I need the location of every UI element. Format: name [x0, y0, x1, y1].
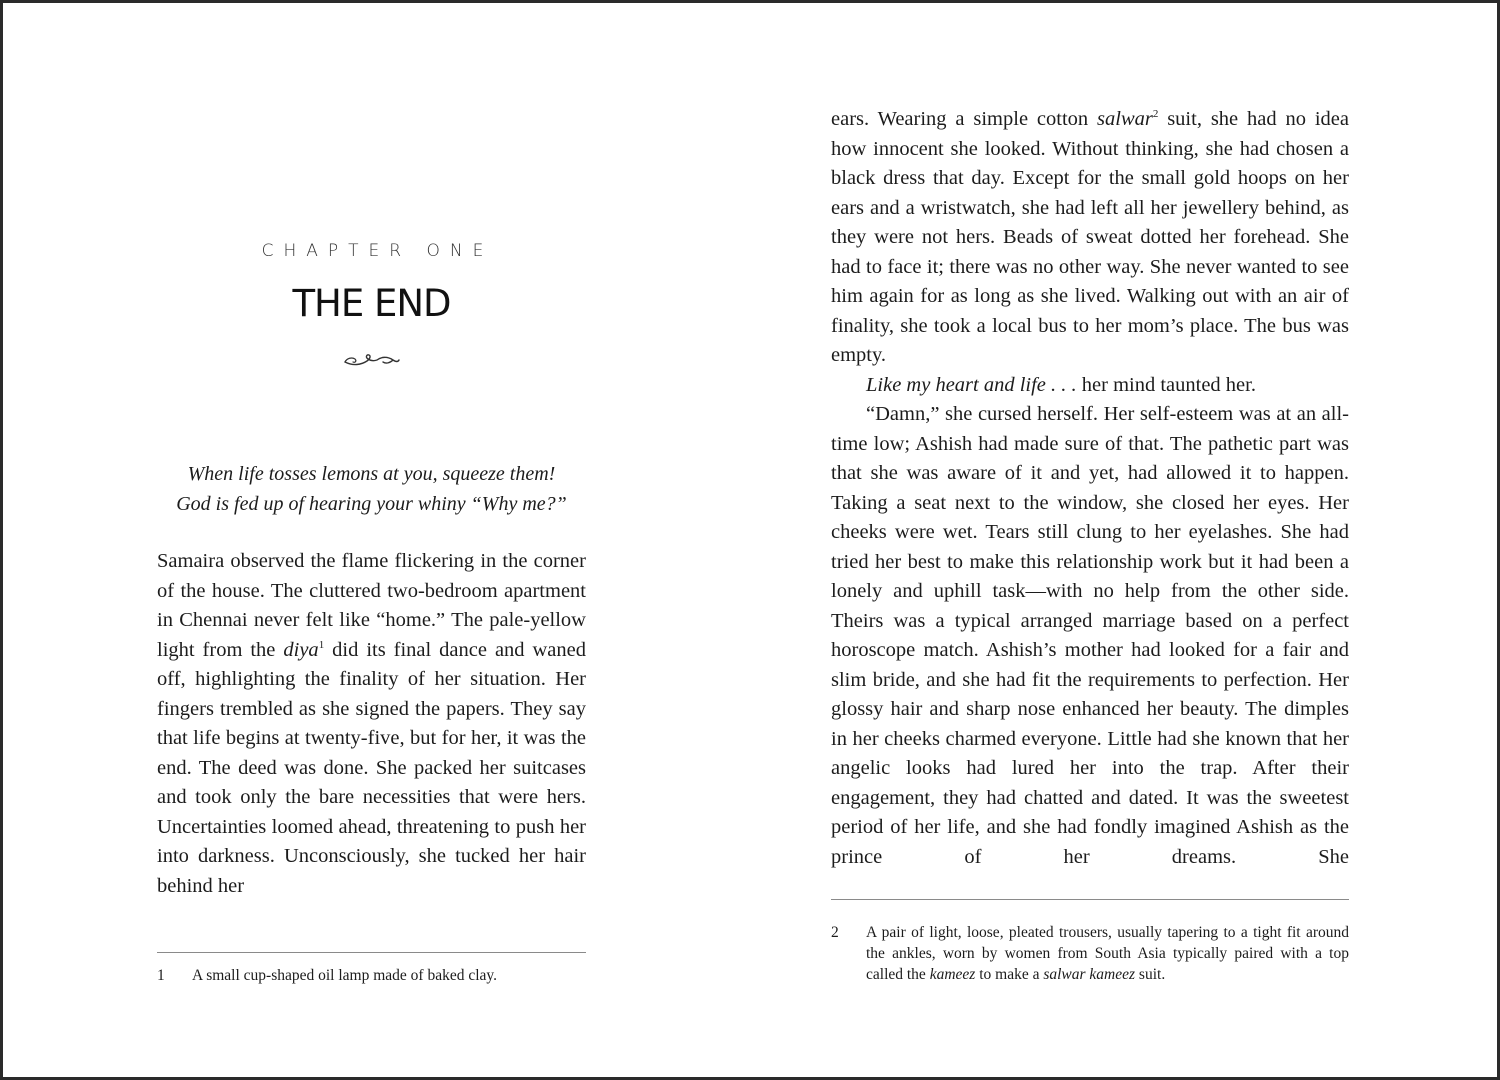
footnote-text: A small cup-shaped oil lamp made of baked clay.	[192, 967, 498, 984]
flourish-ornament-icon	[343, 351, 401, 369]
epigraph-line-2: God is fed up of hearing your whiny “Why me?”	[176, 493, 567, 515]
footnote-rule	[831, 899, 1349, 900]
footnote-1	[157, 965, 586, 986]
italic-thought: Like my heart and life . . .	[866, 373, 1077, 396]
footnote-number: 1	[157, 967, 165, 984]
left-body-text	[157, 547, 586, 901]
paragraph-3: “Damn,” she cursed herself. Her self-esteem was at an all-time low; Ashish had made sure of that. The pathetic part was that she was aware of it and yet, had allowed it to happen. Taking a seat next to the window, she closed her eyes. Her cheeks were wet. Tears still clung to her eyelashes. She had tried her best to make this relationship work but it had been a lonely and uphill task—with no help from the other side. Theirs was a typical arranged marriage based on a perfect horoscope match. Ashish’s mother had looked for a fair and slim bride, and she had fit the requirements to perfection. Her glossy hair and sharp nose enhanced her beauty. The dimples in her cheeks charmed everyone. Little had she known that her angelic looks had lured her into the trap. After their engagement, they had chatted and dated. It was the sweetest period of her life, and she had fondly imagined Ashish as the prince of her dreams. She	[831, 403, 1349, 868]
italic-term: kameez	[929, 966, 976, 983]
paragraph-text: her mind taunted her.	[1076, 373, 1256, 396]
footnote-number: 2	[831, 924, 839, 941]
footnote-segment: A pair of light, loose, pleated trousers, usually tapering to a tight fit around the ankles, worn by women from South Asia typically paired with a top called the	[866, 924, 1349, 983]
italic-term: salwar kameez	[1043, 966, 1136, 983]
paragraph-1	[831, 105, 1349, 371]
footnote-2	[831, 922, 1349, 985]
epigraph-line-1: When life tosses lemons at you, squeeze them!	[187, 463, 556, 485]
paragraph-text: did its final dance and waned off, highlighting the finality of her situation. Her fingers trembled as she signed the papers. They say that life begins at twenty-five, but for her, it was the end. The deed was done. She packed her suitcases and took only the bare necessities that were hers. Uncertainties loomed ahead, threatening to push her into darkness. Unconsciously, she tucked her hair behind her	[157, 638, 587, 897]
chapter-title: THE END	[292, 282, 451, 325]
footnote-segment: suit.	[1135, 966, 1166, 983]
chapter-label: CHAPTER ONE	[261, 241, 494, 261]
italic-term: diya	[283, 638, 319, 661]
paragraph-text: suit, she had no idea how innocent she looked. Without thinking, she had chosen a black dress that day. Except for the small gold hoops on her ears and a wristwatch, she had left all her jewellery behind, as they were not hers. Beads of sweat dotted her forehead. She had to face it; there was no other way. She never wanted to see him again for as long as she lived. Walking out with an air of finality, she took a local bus to her mom’s place. The bus was empty.	[831, 108, 1349, 366]
paragraph-text: ears. Wearing a simple cotton	[831, 108, 1098, 130]
footnote-ref: 2	[1152, 108, 1159, 120]
epigraph	[157, 459, 586, 519]
paragraph-text: Samaira observed the flame flickering in the corner of the house. The cluttered two-bedroom apartment in Chennai never felt like “home.” The pale-yellow light from the	[157, 550, 586, 661]
italic-term: salwar	[1097, 108, 1153, 130]
footnote-text	[866, 922, 1349, 985]
left-paragraph	[157, 547, 586, 901]
right-body-text	[831, 105, 1349, 872]
paragraph-2	[831, 371, 1349, 401]
footnote-ref: 1	[318, 638, 325, 651]
footnote-rule	[157, 952, 586, 953]
footnote-segment: to make a	[975, 966, 1044, 983]
